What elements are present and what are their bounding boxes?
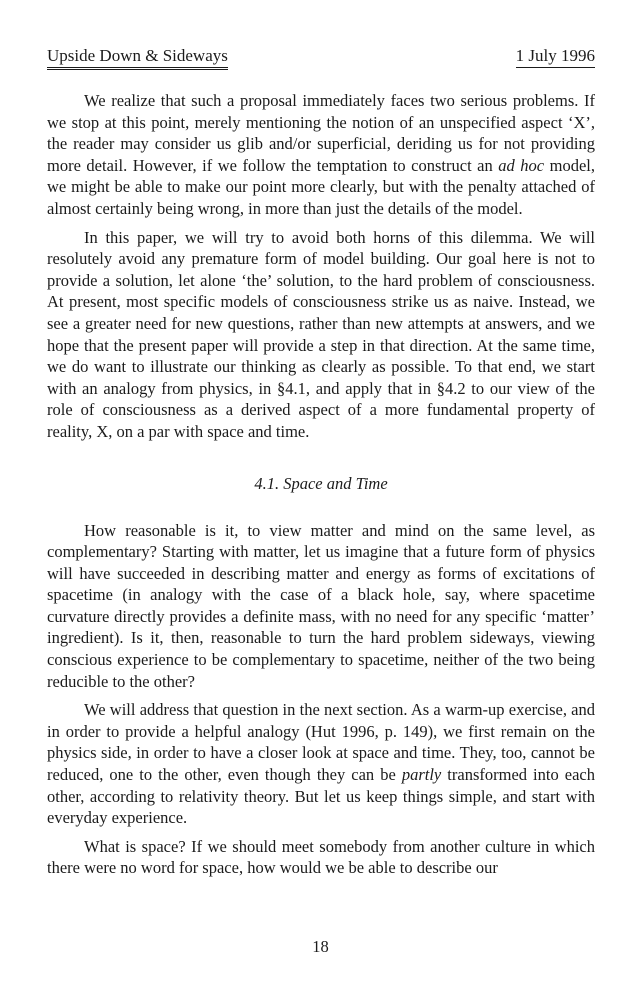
text-run: What is space? If we should meet somebody from another culture in which there were no word for space, how would we be able to describe our — [47, 836, 595, 878]
running-header — [47, 46, 595, 70]
paragraph — [47, 520, 595, 693]
text-run: model, we might be able to make our point more clearly, but with the penalty attached of almost certainly being wrong, in more than just the details of the model. — [47, 155, 595, 218]
page-number: 18 — [312, 937, 329, 956]
text-run: transformed into each other, according to relativity theory. But let us keep things simple, and start with everyday experience. — [47, 765, 595, 828]
italic-text-run: ad hoc — [498, 155, 545, 175]
page-content — [47, 46, 595, 879]
text-run: In this paper, we will try to avoid both horns of this dilemma. We will resolutely avoid any premature form of model building. Our goal here is not to provide a solution, let alone ‘the’ solution, to the hard problem of consciousness. At present, most specific models of consciousness strike us as naive. Instead, we see a greater need for new questions, rather than new attempts at answers, and we hope that the present paper will provide a step in that direction. At the same time, we do want to illustrate our thinking as clearly as possible. To that end, we start with an analogy from physics, in §4.1, and apply that in §4.2 to our view of the role of consciousness as a derived aspect of a more fundamental property of reality, X, on a par with space and time. — [47, 227, 595, 441]
paragraph — [47, 90, 595, 220]
paragraph — [47, 699, 595, 829]
running-header-date: 1 July 1996 — [516, 46, 595, 68]
text-run: How reasonable is it, to view matter and mind on the same level, as complementary? Starting with matter, let us imagine that a future form of physics will have succeeded in describing matter and energy as forms of excitations of spacetime (in analogy with the case of a black hole, say, where spacetime curvature directly provides a definite mass, with no need for any specific ‘matter’ ingredient). Is it, then, reasonable to turn the hard problem sideways, viewing conscious experience to be complementary to spacetime, neither of the two being reducible to the other? — [47, 520, 595, 691]
body-text — [47, 90, 595, 879]
section-heading: 4.1. Space and Time — [254, 473, 388, 493]
text-run: We realize that such a proposal immediately faces two serious problems. If we stop at this point, merely mentioning the notion of an unspecified aspect ‘X’, the reader may consider us glib and/or superficial, deriding us for not providing more detail. However, if we follow the temptation to construct an — [47, 91, 595, 175]
paragraph — [47, 227, 595, 443]
text-run: We will address that question in the next section. As a warm-up exercise, and in order to provide a helpful analogy (Hut 1996, p. 149), we first remain on the physics side, in order to have a closer look at space and time. They, too, cannot be reduced, one to the other, even though they can be — [47, 700, 595, 785]
italic-text-run: partly — [401, 765, 442, 785]
paragraph — [47, 836, 595, 879]
running-header-title: Upside Down & Sideways — [47, 46, 228, 70]
